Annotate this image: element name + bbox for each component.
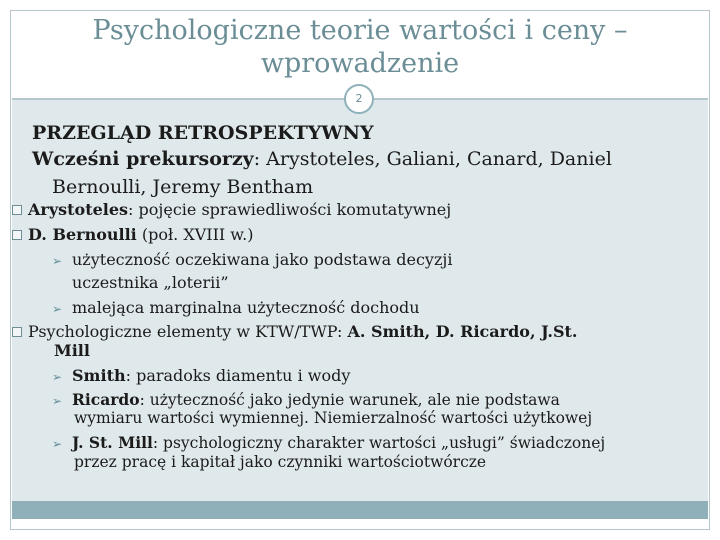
square-bullet-icon [12, 205, 22, 215]
bullet-psych [12, 322, 578, 341]
smith-text: : paradoks diamentu i wody [125, 366, 351, 385]
bullet-arystoteles [12, 200, 451, 219]
ricardo-name: Ricardo [72, 390, 140, 409]
intro-label: Wcześni prekursorzy [32, 148, 254, 170]
mill-text: : psychologiczny charakter wartości „usługi” świadczonej [152, 434, 606, 452]
mill-name: J. St. Mill [72, 433, 153, 452]
bernoulli-sub-1 [52, 250, 452, 269]
ricardo-item [52, 390, 560, 409]
ricardo-cont: wymiaru wartości wymiennej. Niemierzalność wartości użytkowej [74, 409, 593, 427]
intro-line-2: Bernoulli, Jeremy Bentham [52, 176, 314, 198]
arrow-bullet-icon: ➢ [52, 254, 63, 268]
intro-line-1 [32, 148, 612, 170]
mill-cont: przez pracę i kapitał jako czynniki wartościotwórcze [74, 453, 487, 471]
ricardo-text: : użyteczność jako jedynie warunek, ale nie podstawa [139, 391, 560, 409]
footer-band [12, 501, 708, 519]
slide-title: Psychologiczne teorie wartości i ceny – wprowadzenie [92, 15, 628, 79]
arrow-bullet-icon: ➢ [52, 302, 63, 316]
smith-name: Smith [72, 366, 126, 385]
intro-names-1: Arystoteles, Galiani, Canard, Daniel [266, 148, 612, 170]
bernoulli-sub-2 [52, 298, 420, 317]
psych-text: Psychologiczne elementy w KTW/TWP: [28, 322, 348, 341]
intro-colon: : [253, 148, 267, 170]
psych-names-cont: Mill [54, 341, 90, 360]
bernoulli-name: D. Bernoulli [28, 225, 137, 244]
arrow-bullet-icon: ➢ [52, 437, 63, 451]
bernoulli-sub-1-cont: uczestnika „loterii” [72, 273, 229, 292]
arystoteles-name: Arystoteles [28, 200, 129, 219]
slide-number-badge: 2 [344, 84, 374, 114]
bernoulli-text: (poł. XVIII w.) [136, 225, 254, 244]
square-bullet-icon [12, 230, 22, 240]
arrow-bullet-icon: ➢ [52, 370, 63, 384]
bernoulli-sub2-text: malejąca marginalna użyteczność dochodu [72, 298, 420, 317]
psych-names: A. Smith, D. Ricardo, J.St. [347, 322, 578, 341]
bernoulli-sub1-text: użyteczność oczekiwana jako podstawa decyzji [72, 250, 453, 269]
bullet-bernoulli [12, 225, 253, 244]
section-heading: PRZEGLĄD RETROSPEKTYWNY [32, 122, 374, 144]
arystoteles-text: : pojęcie sprawiedliwości komutatywnej [128, 200, 452, 219]
arrow-bullet-icon: ➢ [52, 394, 63, 408]
smith-item [52, 366, 350, 385]
square-bullet-icon [12, 327, 22, 337]
mill-item [52, 433, 605, 452]
